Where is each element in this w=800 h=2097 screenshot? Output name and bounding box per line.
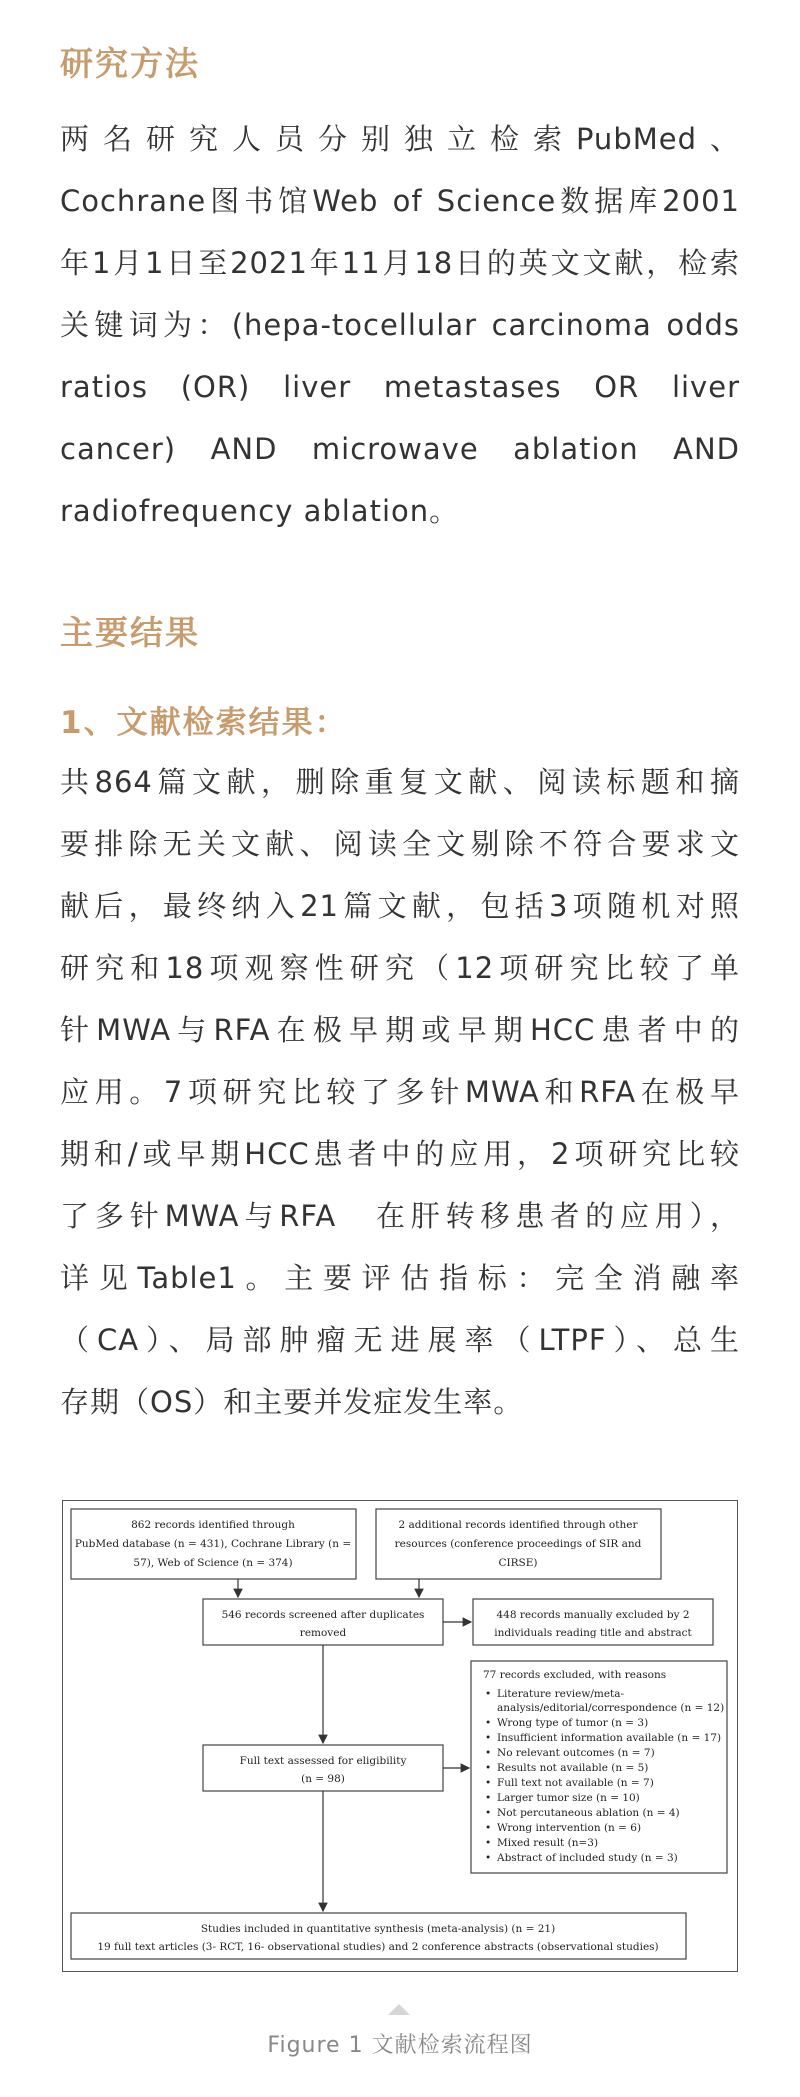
exclusion-reason: Insufficient information available (n = 17) bbox=[497, 1732, 722, 1744]
results-line: 共864篇文献，删除重复文献、阅读标题和摘 bbox=[60, 765, 740, 799]
exclusion-reason: Mixed result (n=3) bbox=[497, 1837, 599, 1849]
flowchart-svg bbox=[63, 1501, 739, 1973]
results-paragraph bbox=[60, 751, 740, 1433]
exclusion-reason: Literature review/meta- bbox=[497, 1688, 625, 1700]
box2-line: CIRSE) bbox=[498, 1557, 538, 1569]
results-line: 详见Table1。主要评估指标：完全消融率 bbox=[60, 1261, 740, 1295]
svg-text:•: • bbox=[485, 1777, 492, 1789]
box2-line: 2 additional records identified through other bbox=[398, 1519, 638, 1531]
results-heading: 主要结果 bbox=[60, 613, 200, 652]
box1-line: 57), Web of Science (n = 374) bbox=[133, 1557, 293, 1569]
results-line: 应用。7项研究比较了多针MWA和RFA在极早 bbox=[60, 1075, 740, 1109]
box6-line: (n = 98) bbox=[301, 1773, 345, 1785]
exclusion-reason: Wrong intervention (n = 6) bbox=[497, 1822, 642, 1834]
exclusion-reason: No relevant outcomes (n = 7) bbox=[497, 1747, 655, 1759]
results-line: 了多针MWA与RFA 在肝转移患者的应用）， bbox=[60, 1199, 740, 1233]
box4-line: 448 records manually excluded by 2 bbox=[496, 1609, 690, 1621]
figure-caption: Figure 1 文献检索流程图 bbox=[267, 2033, 533, 2058]
box3-line: 546 records screened after duplicates bbox=[221, 1609, 425, 1621]
results-line: 存期（OS）和主要并发症发生率。 bbox=[60, 1385, 524, 1419]
results-line: 献后，最终纳入21篇文献，包括3项随机对照 bbox=[60, 889, 740, 923]
exclusion-reason: Larger tumor size (n = 10) bbox=[497, 1792, 640, 1804]
exclusion-reason: analysis/editorial/correspondence (n = 12) bbox=[497, 1702, 725, 1714]
methods-line: ratios (OR) liver metastases OR liver bbox=[60, 370, 740, 404]
svg-text:•: • bbox=[485, 1792, 492, 1804]
svg-text:•: • bbox=[485, 1732, 492, 1744]
box1-line: 862 records identified through bbox=[131, 1519, 295, 1531]
exclusion-reason: Full text not available (n = 7) bbox=[497, 1777, 654, 1789]
svg-text:•: • bbox=[485, 1837, 492, 1849]
results-line: 针MWA与RFA在极早期或早期HCC患者中的 bbox=[60, 1013, 740, 1047]
exclusion-reason: Results not available (n = 5) bbox=[497, 1762, 649, 1774]
box4-line: individuals reading title and abstract bbox=[494, 1627, 692, 1639]
svg-text:•: • bbox=[485, 1822, 492, 1834]
box7-line: Studies included in quantitative synthesis (meta-analysis) (n = 21) bbox=[200, 1923, 556, 1935]
box3-line: removed bbox=[299, 1627, 347, 1639]
methods-line: 两名研究人员分别独立检索PubMed、 bbox=[60, 122, 740, 156]
caption-triangle-icon bbox=[388, 2004, 410, 2015]
results-line: 要排除无关文献、阅读全文剔除不符合要求文 bbox=[60, 827, 740, 861]
methods-heading: 研究方法 bbox=[60, 44, 200, 83]
methods-line: radiofrequency ablation。 bbox=[60, 494, 460, 528]
svg-text:•: • bbox=[485, 1688, 492, 1700]
svg-text:•: • bbox=[485, 1807, 492, 1819]
svg-text:•: • bbox=[485, 1762, 492, 1774]
box2-line: resources (conference proceedings of SIR and bbox=[394, 1538, 642, 1550]
prisma-flowchart bbox=[62, 1500, 738, 1972]
svg-text:•: • bbox=[485, 1717, 492, 1729]
box7-line: 19 full text articles (3- RCT, 16- observational studies) and 2 conference abstracts (observational studies) bbox=[97, 1941, 659, 1953]
methods-line: 年1月1日至2021年11月18日的英文文献，检索 bbox=[60, 246, 740, 280]
exclusion-reason: Not percutaneous ablation (n = 4) bbox=[497, 1807, 680, 1819]
svg-text:•: • bbox=[485, 1747, 492, 1759]
exclusion-reason: Abstract of included study (n = 3) bbox=[497, 1852, 678, 1864]
box1-line: PubMed database (n = 431), Cochrane Library (n = bbox=[74, 1538, 352, 1550]
svg-text:•: • bbox=[485, 1852, 492, 1864]
results-line: 期和/或早期HCC患者中的应用，2项研究比较 bbox=[60, 1137, 740, 1171]
methods-line: Cochrane图书馆Web of Science数据库2001 bbox=[60, 184, 740, 218]
results-line: （CA）、局部肿瘤无进展率（LTPF）、总生 bbox=[60, 1323, 740, 1357]
results-line: 研究和18项观察性研究（12项研究比较了单 bbox=[60, 951, 740, 985]
box5-title: 77 records excluded, with reasons bbox=[483, 1669, 667, 1681]
exclusion-reason: Wrong type of tumor (n = 3) bbox=[497, 1717, 649, 1729]
methods-paragraph bbox=[60, 108, 740, 542]
methods-line: 关键词为：(hepa-tocellular carcinoma odds bbox=[60, 308, 740, 342]
methods-line: cancer) AND microwave ablation AND bbox=[60, 432, 740, 466]
box6-line: Full text assessed for eligibility bbox=[239, 1755, 407, 1767]
results-subheading: 1、文献检索结果： bbox=[60, 705, 348, 741]
